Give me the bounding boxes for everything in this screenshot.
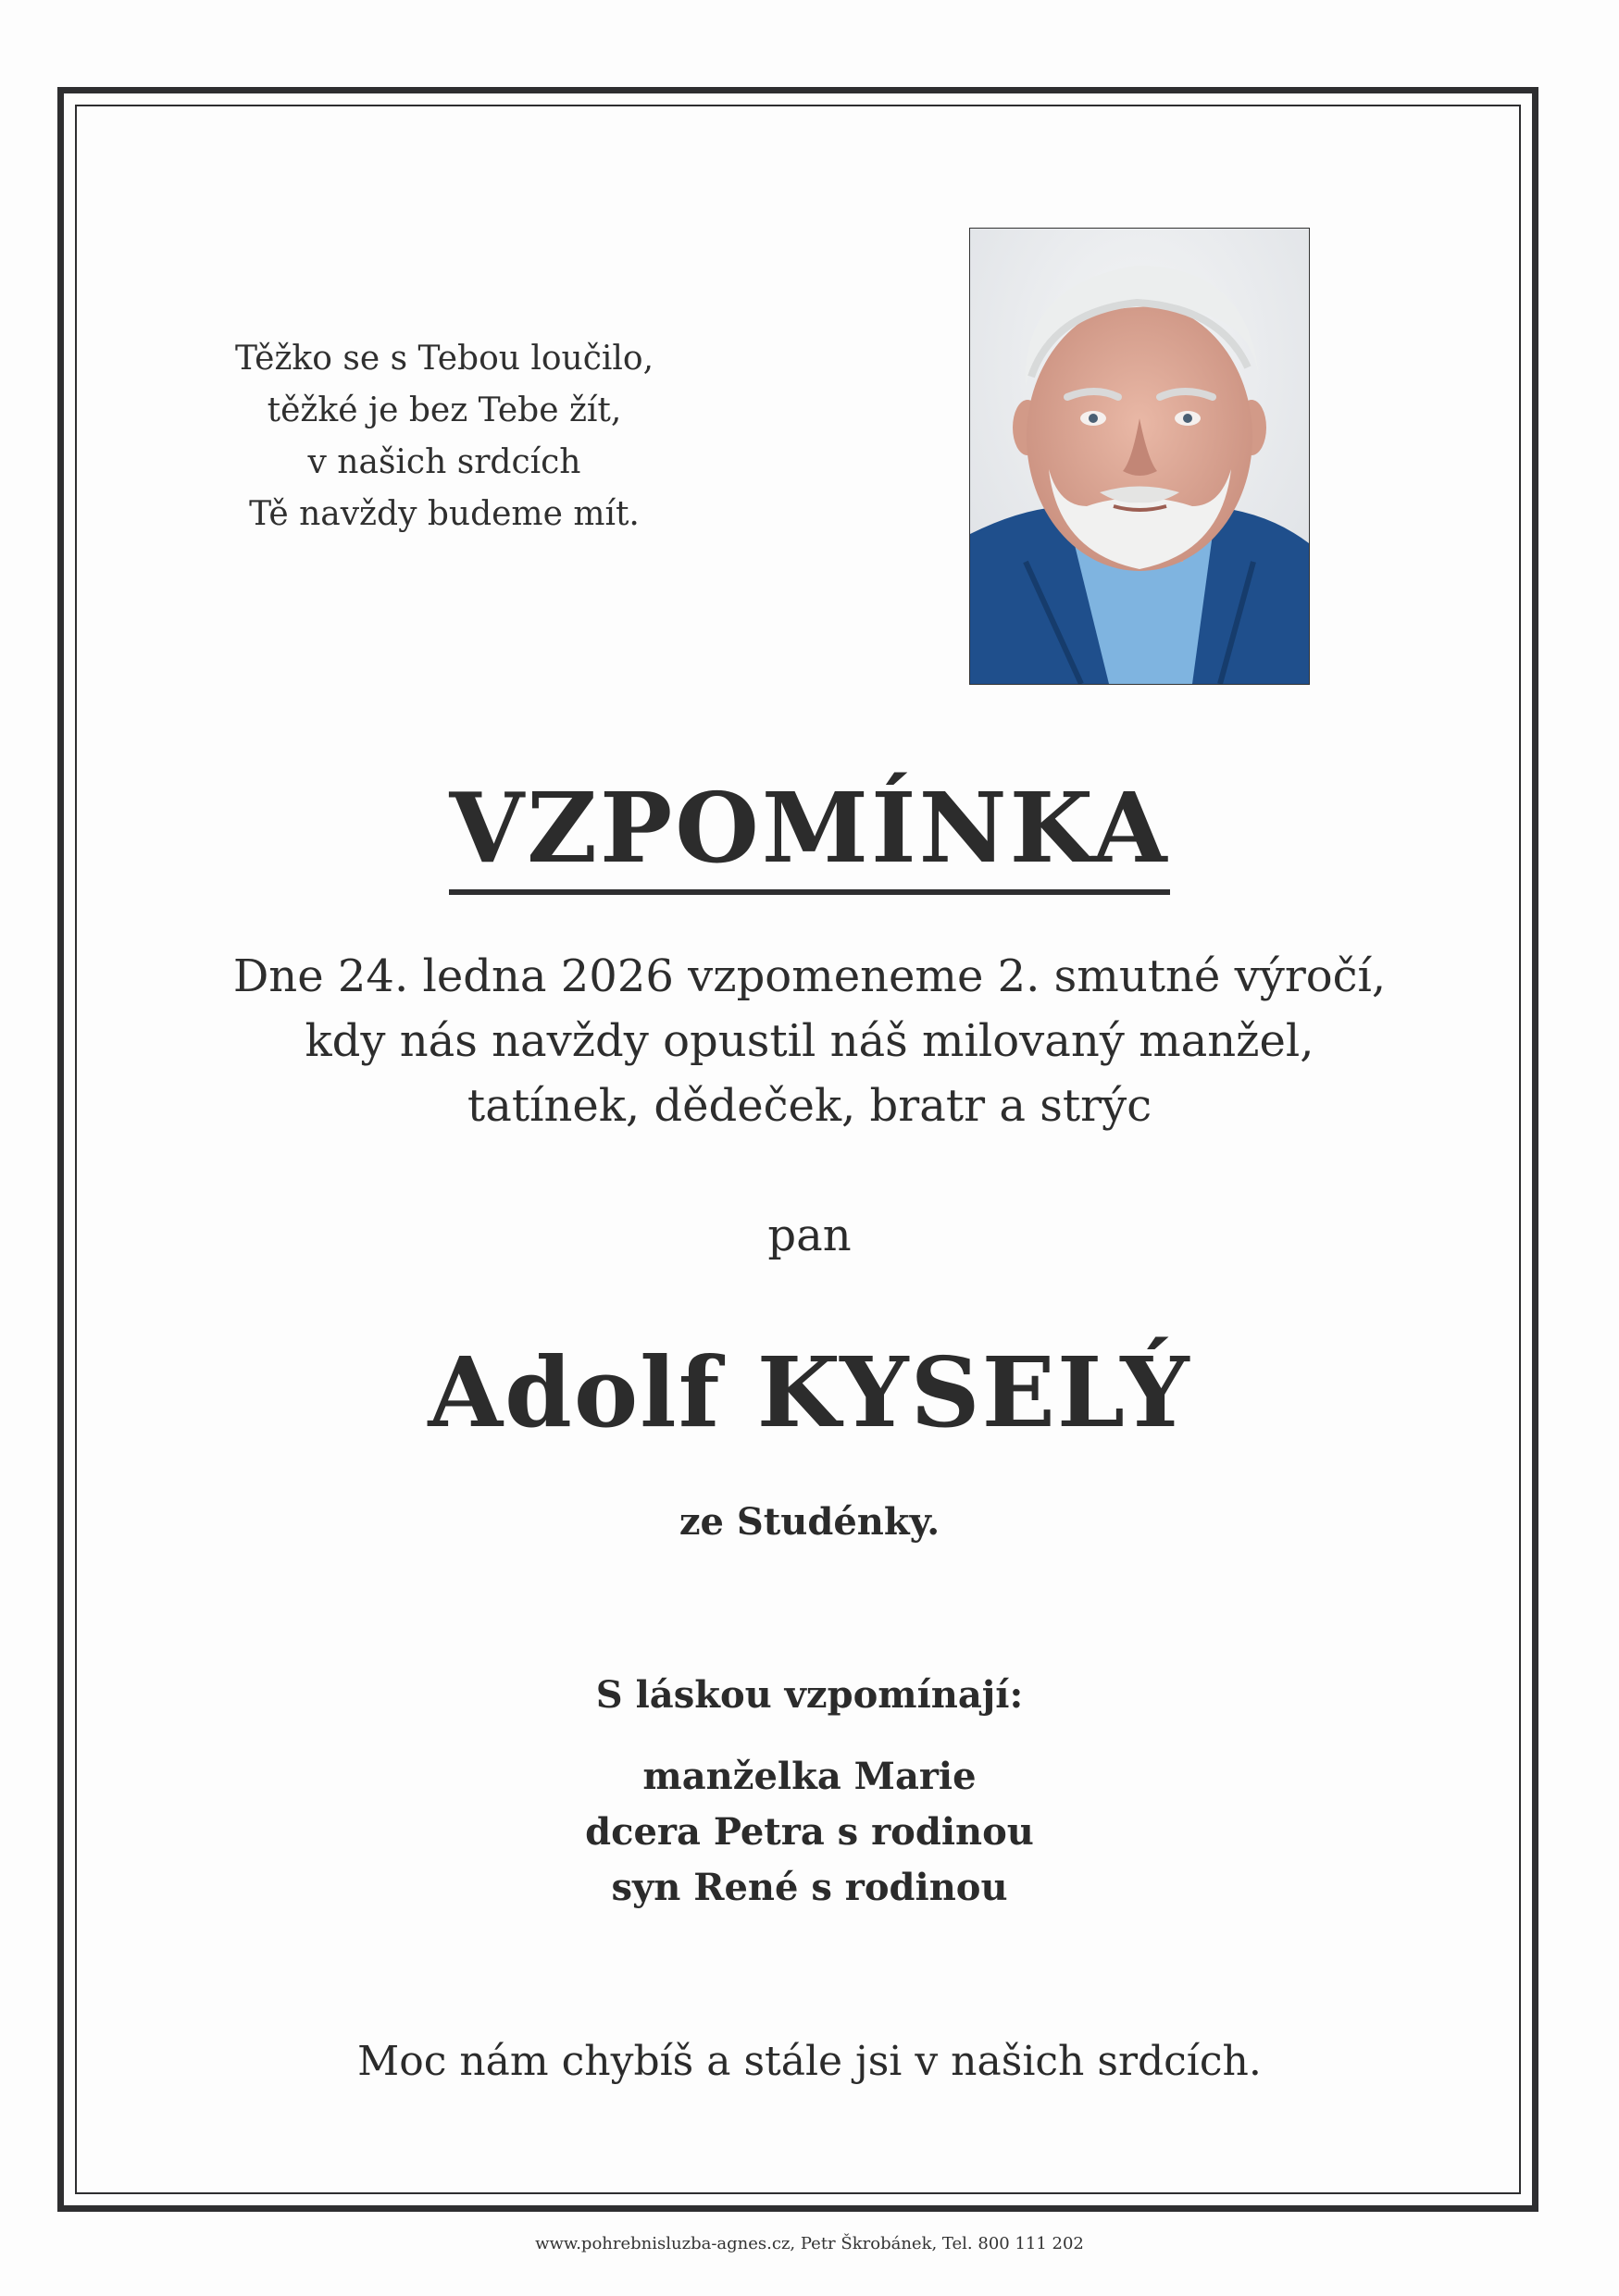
origin: ze Studénky.	[679, 1500, 940, 1544]
poem	[213, 333, 676, 540]
portrait-illustration	[970, 229, 1309, 684]
deceased-name: Adolf KYSELÝ	[428, 1335, 1191, 1449]
mourner: syn René s rodinou	[611, 1866, 1008, 1909]
poem-line: těžké je bez Tebe žít,	[267, 391, 622, 429]
poem-line: v našich srdcích	[307, 443, 581, 481]
intro-line: Dne 24. ledna 2026 vzpomeneme 2. smutné výročí,	[232, 950, 1387, 1002]
mourners-heading: S láskou vzpomínají:	[595, 1673, 1024, 1717]
mourner: manželka Marie	[642, 1755, 977, 1798]
title-text: VZPOMÍNKA	[449, 773, 1169, 895]
poem-line: Tě navždy budeme mít.	[249, 495, 640, 533]
mourners-list	[0, 1749, 1619, 1916]
intro-line: kdy nás navždy opustil náš milovaný manžel,	[305, 1015, 1314, 1067]
title	[0, 773, 1619, 895]
poem-line: Těžko se s Tebou loučilo,	[234, 340, 654, 378]
closing-line: Moc nám chybíš a stále jsi v našich srdcích.	[357, 2038, 1262, 2085]
footer: www.pohrebnisluzba-agnes.cz, Petr Škrobánek, Tel. 800 111 202	[535, 2234, 1084, 2253]
portrait-photo	[969, 228, 1310, 685]
mourner: dcera Petra s rodinou	[585, 1810, 1034, 1854]
intro-text	[0, 944, 1619, 1138]
intro-line: tatínek, dědeček, bratr a strýc	[467, 1080, 1152, 1132]
salutation: pan	[767, 1210, 852, 1261]
